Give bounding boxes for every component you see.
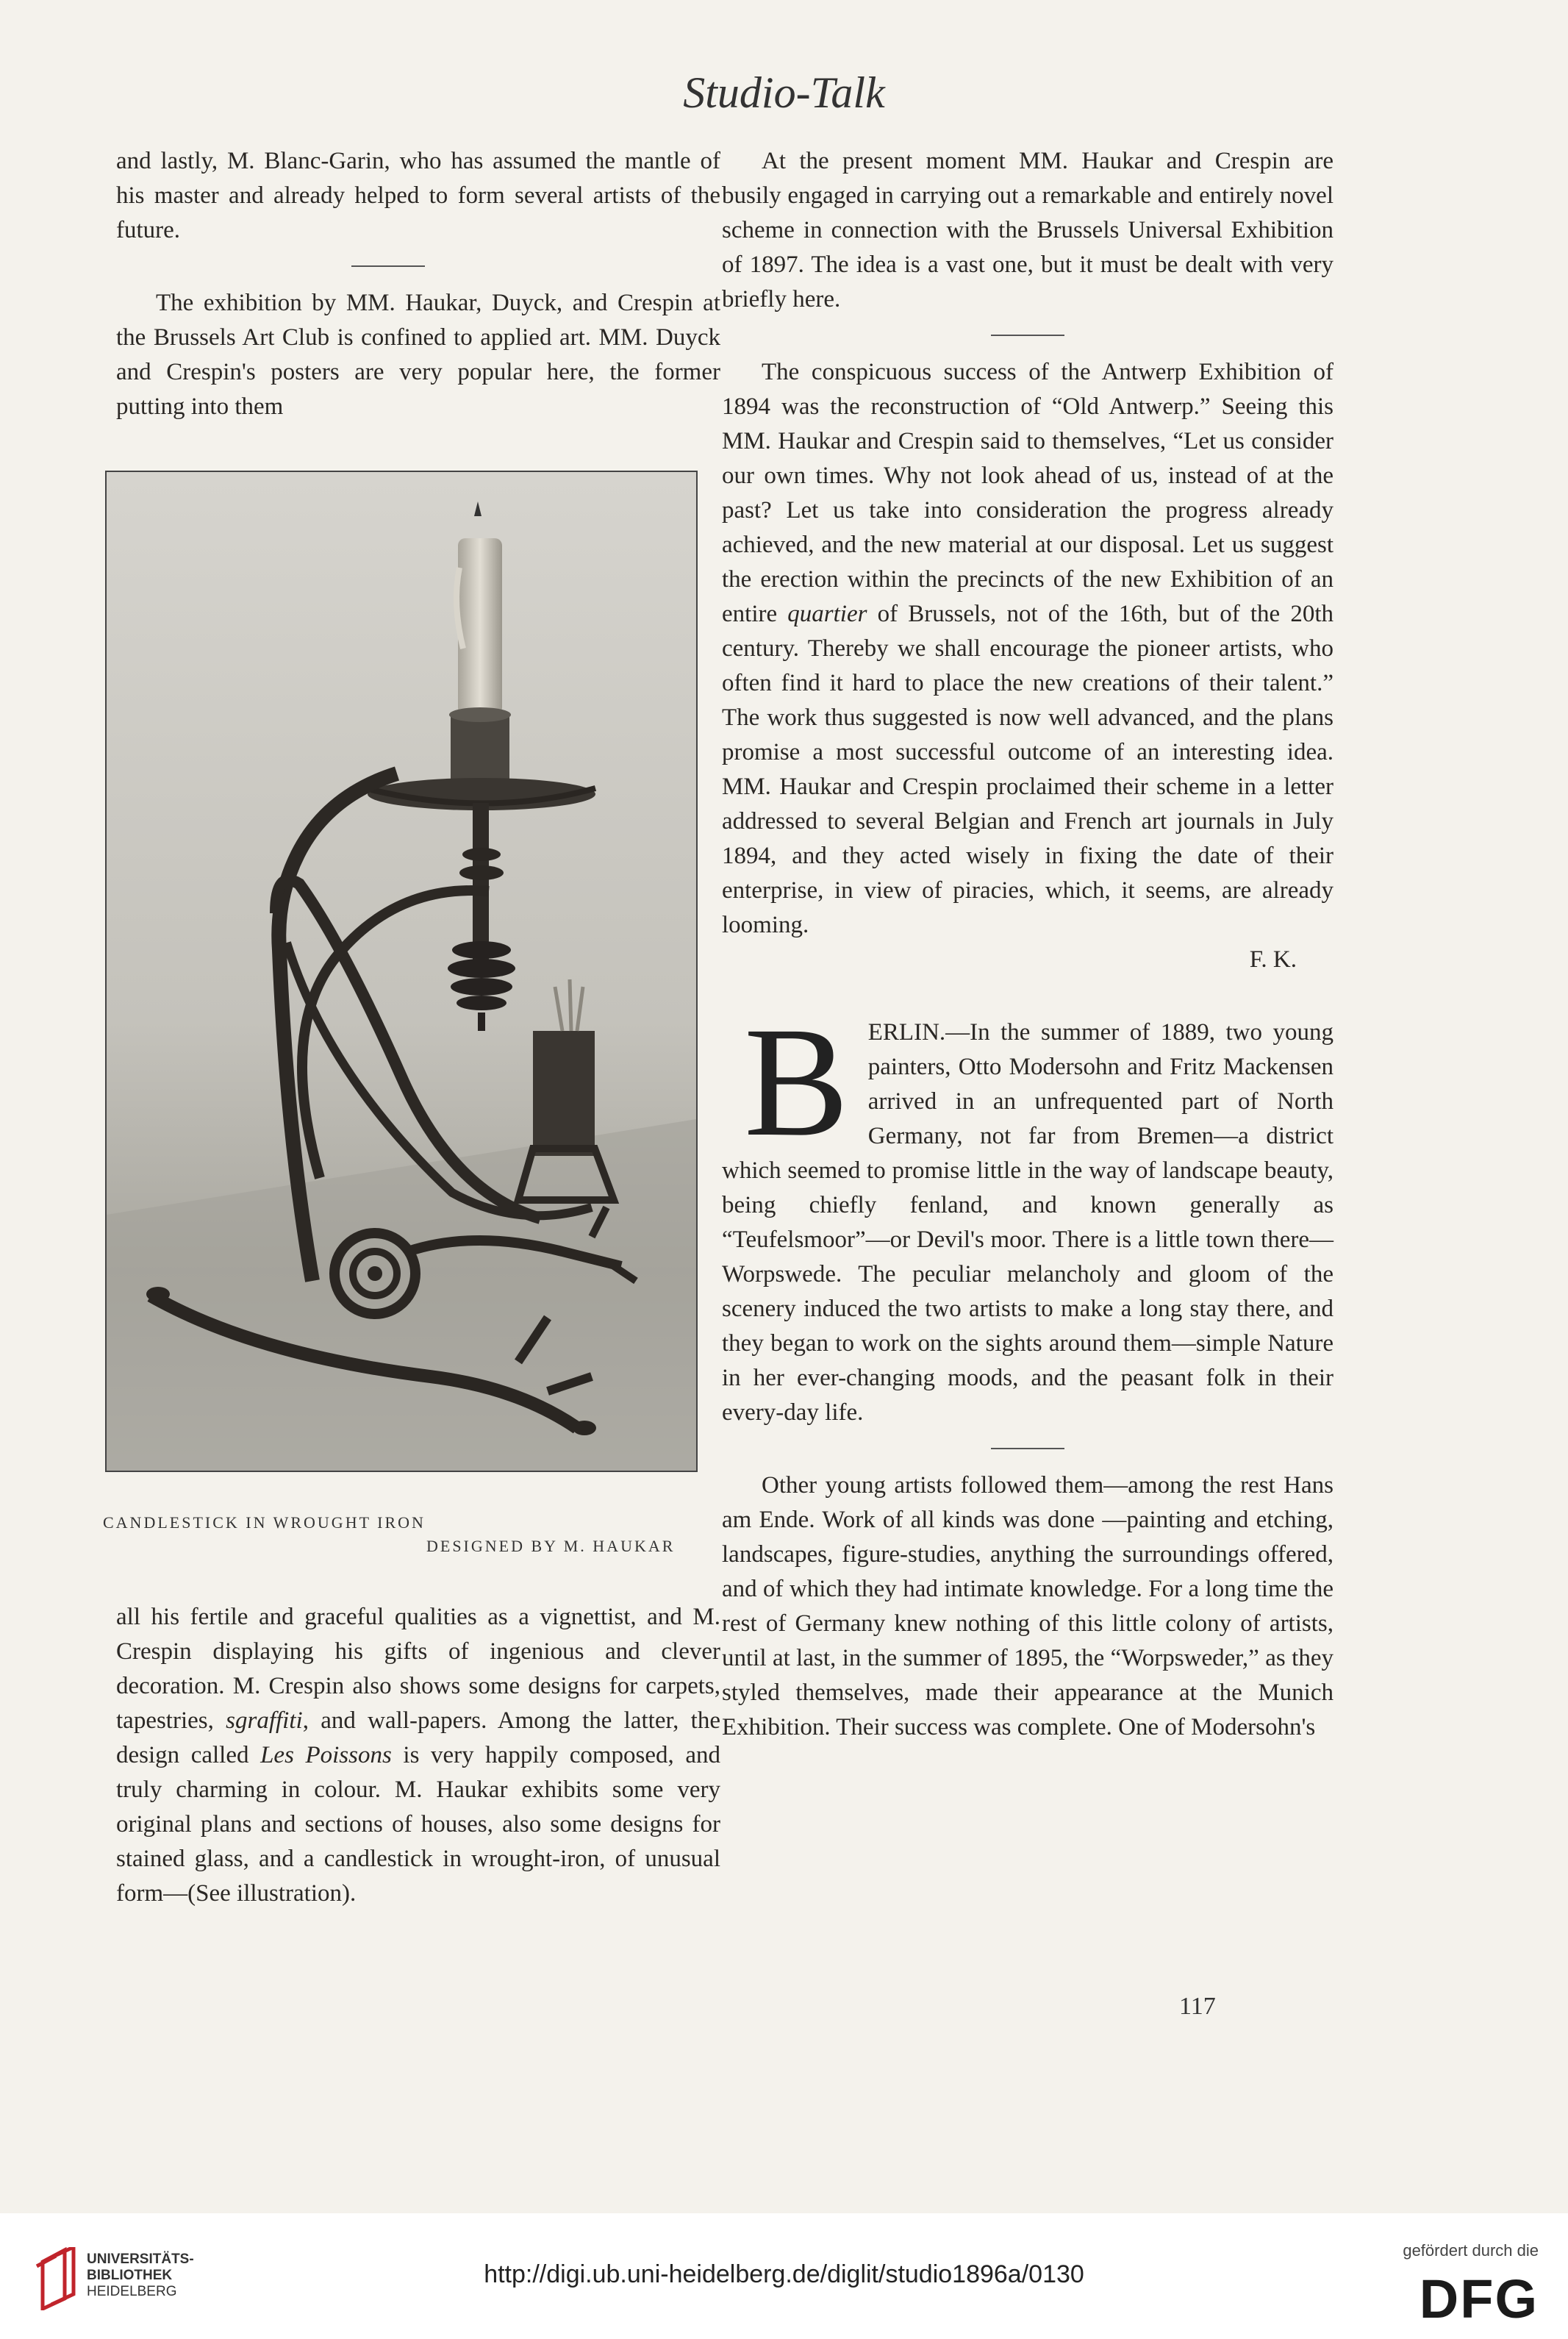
library-line-1: UNIVERSITÄTS- [87, 2251, 194, 2267]
section-rule [351, 265, 425, 267]
right-paragraph-4: Other young artists followed them—among the rest Hans am Ende. Work of all kinds was done —painting and etching, landscapes, figure-studies, anything the surroundings offered, and of which they had intimate knowledge. For a long time the rest of Germany knew nothing of this little colony of artists, until at last, in the summer of 1895, the “Worpsweder,” as they styled themselves, made their appearance at the Munich Exhibition. Their success was complete. One of Modersohn's [722, 1472, 1333, 1740]
figure-caption-line-1: CANDLESTICK IN WROUGHT IRON [103, 1513, 426, 1532]
funding-caption: gefördert durch die [1403, 2241, 1539, 2260]
right-paragraph-1: At the present moment MM. Haukar and Crespin are busily engaged in carrying out a remarkable and entirely novel scheme in connection with the Brussels Universal Exhibition of 1897. The idea is a vast one, but it must be dealt with very briefly here. [722, 148, 1333, 313]
source-url-link[interactable]: http://digi.ub.uni-heidelberg.de/diglit/studio1896a/0130 [484, 2260, 1084, 2288]
left-paragraph-2: The exhibition by MM. Haukar, Duyck, and Crespin at the Brussels Art Club is confined to applied art. MM. Duyck and Crespin's posters are very popular here, the former putting into them [116, 290, 720, 420]
berlin-section [722, 995, 1333, 1430]
left-paragraph-1: and lastly, M. Blanc-Garin, who has assumed the mantle of his master and already helped to form several artists of the future. [116, 148, 720, 243]
left-column-bottom [116, 1600, 720, 1911]
library-line-3: HEIDELBERG [87, 2284, 177, 2299]
candlestick-photo [107, 472, 696, 1471]
right-paragraph-2-part-a: The conspicuous success of the Antwerp Exhibition of 1894 was the reconstruction of “Old Antwerp.” Seeing this MM. Haukar and Crespin said to themselves, “Let us consider our own times. Why not look ahead of us, instead of at the past? Let us take into consideration the progress already achieved, and the new material at our disposal. Let us suggest the erection within the precincts of the new Exhibition of an entire [722, 359, 1333, 627]
running-head: Studio-Talk [683, 68, 885, 117]
left-column-top [116, 144, 720, 424]
left-paragraph-3-italic-1: sgraffiti [226, 1707, 303, 1734]
author-signature: F. K. [1249, 946, 1297, 973]
digitization-footer [0, 2213, 1568, 2339]
left-paragraph-3-italic-2: Les Poissons [260, 1742, 392, 1768]
left-paragraph-3-part-c: is very happily composed, and truly charming in colour. M. Haukar exhibits some very original plans and sections of houses, also some designs for stained glass, and a candlestick in wrought-iron, of unusual form—(See illustration). [116, 1742, 720, 1907]
right-paragraph-3: ERLIN.—In the summer of 1889, two young painters, Otto Modersohn and Fritz Mackensen arrived in an unfrequented part of North Germany, not far from Bremen—a district which seemed to promise little in the way of landscape beauty, being chiefly fenland, and known generally as “Teufelsmoor”—or Devil's moor. There is a little town there—Worpswede. The peculiar melancholy and gloom of the scenery induced the two artists to make a long stay there, and they began to work on the sights around them—simple Nature in her ever-changing moods, and the peasant folk in their every-day life. [722, 1019, 1333, 1426]
right-paragraph-2-part-b: of Brussels, not of the 16th, but of the 20th century. Thereby we shall encourage the pioneer artists, who often find it hard to place the new creations of their talent.” The work thus suggested is now well advanced, and the plans promise a most successful outcome of an interesting idea. MM. Haukar and Crespin proclaimed their scheme in a letter addressed to several Belgian and French art journals in July 1894, and they acted wisely in fixing the date of their enterprise, in view of piracies, which, it seems, are already looming. [722, 601, 1333, 938]
left-paragraph-3 [116, 1600, 720, 1911]
right-column [722, 144, 1333, 1745]
drop-cap: B [744, 995, 849, 1169]
right-paragraph-2-italic: quartier [787, 601, 867, 627]
left-paragraph-3-part-a: all his fertile and graceful qualities as a vignettist, and M. Crespin displaying his gifts of ingenious and clever decoration. M. Crespin also shows some designs for carpets, tapestries, [116, 1604, 720, 1734]
page-number: 117 [1179, 1993, 1216, 2020]
section-rule [991, 335, 1064, 336]
figure-caption-line-2: DESIGNED BY M. HAUKAR [426, 1537, 676, 1555]
left-paragraph-3-part-b: , and wall-papers. Among the latter, the design called [116, 1707, 720, 1768]
dfg-logo: DFG [1419, 2268, 1539, 2329]
library-line-2: BIBLIOTHEK [87, 2268, 173, 2283]
right-paragraph-2 [722, 355, 1333, 943]
section-rule [991, 1448, 1064, 1449]
candlestick-illustration [105, 471, 698, 1472]
